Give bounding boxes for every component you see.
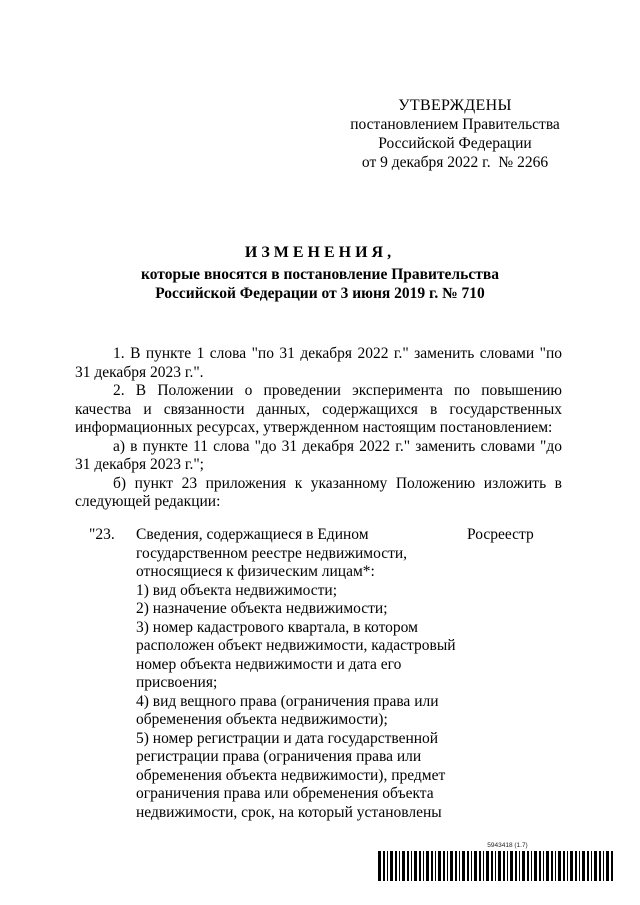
- description-line: регистрации права (ограничения права или: [136, 748, 422, 765]
- approval-line: постановлением Правительства: [350, 116, 560, 133]
- description-line: 4) вид вещного права (ограничения права или: [136, 692, 439, 710]
- barcode-icon: [378, 851, 617, 881]
- description-line: ограничения права или обременения объекта: [136, 785, 434, 802]
- description-line: расположен объект недвижимости, кадастровый: [136, 637, 456, 654]
- document-title: ИЗМЕНЕНИЯ,: [244, 244, 396, 261]
- description-line: 2) назначение объекта недвижимости;: [136, 600, 388, 617]
- barcode-code: 5943418 (1.7): [487, 842, 528, 849]
- paragraph-2: 2. В Положении о проведении эксперимента по повышению качества и связанности данных, содержащихся в государственных информационных ресурсах, утвержденном настоящим постановлением:: [75, 382, 562, 436]
- paragraph-1: 1. В пункте 1 слова "по 31 декабря 2022 г." заменить словами "по 31 декабря 2023 г.".: [75, 345, 562, 381]
- description-line: 5) номер регистрации и дата государственной: [136, 729, 439, 747]
- paragraph-2a: а) в пункте 11 слова "до 31 декабря 2022 г." заменить словами "до 31 декабря 2023 г.";: [75, 437, 562, 473]
- row-description: [136, 526, 466, 822]
- barcode-block: [378, 842, 617, 881]
- description-line: присвоения;: [136, 674, 218, 691]
- subtitle-line: которые вносятся в постановление Правительства: [141, 266, 499, 283]
- description-line: 1) вид объекта недвижимости;: [136, 581, 338, 599]
- document-subtitle: [0, 265, 640, 303]
- paragraph-2b: б) пункт 23 приложения к указанному Положению изложить в следующей редакции:: [75, 474, 562, 510]
- approval-block: [330, 96, 580, 172]
- description-line: обременения объекта недвижимости), предмет: [136, 766, 446, 784]
- description-line: номер объекта недвижимости и дата его: [136, 655, 402, 673]
- description-line: относящиеся к физическим лицам*:: [136, 563, 375, 580]
- responsible-agency: Росреестр: [467, 526, 534, 543]
- description-line: государственном реестре недвижимости,: [136, 544, 408, 562]
- approval-line: Российской Федерации: [378, 135, 532, 152]
- description-line: Сведения, содержащиеся в Едином: [136, 526, 369, 543]
- description-line: 3) номер кадастрового квартала, в котором: [136, 618, 418, 636]
- row-number: "23.: [89, 526, 115, 543]
- description-line: обременения объекта недвижимости);: [136, 711, 388, 728]
- document-body: [75, 345, 562, 512]
- subtitle-line: Российской Федерации от 3 июня 2019 г. № 710: [155, 285, 485, 302]
- approval-heading: УТВЕРЖДЕНЫ: [398, 97, 512, 114]
- approval-date-line: от 9 декабря 2022 г. № 2266: [361, 154, 549, 171]
- description-line: недвижимости, срок, на который установлены: [136, 803, 442, 821]
